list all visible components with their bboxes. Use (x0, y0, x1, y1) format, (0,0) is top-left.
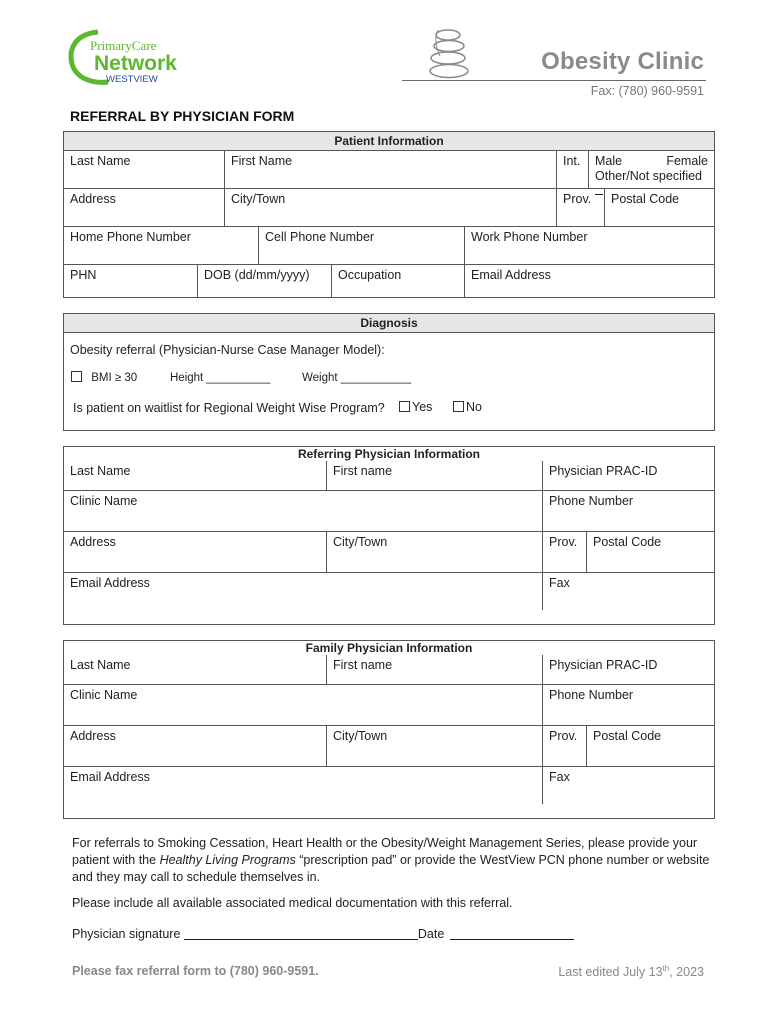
weight-field[interactable]: Weight ___________ (302, 372, 412, 384)
family-clinic-name-field[interactable] (64, 685, 542, 725)
patient-row-phones (64, 226, 714, 264)
field-label: First Name (231, 154, 293, 168)
patient-row-address (64, 188, 714, 226)
field-label: Int. (563, 154, 581, 168)
documentation-note: Please include all available associated medical documentation with this referral. (72, 896, 513, 910)
obesity-referral-text: Obesity referral (Physician-Nurse Case Manager Model): (70, 343, 385, 357)
section-heading: Referring Physician Information (64, 447, 714, 461)
no-label: No (466, 400, 482, 414)
field-label: First name (333, 464, 393, 478)
field-label: Postal Code (611, 192, 680, 206)
section-heading: Patient Information (64, 132, 714, 151)
referring-prac-id-field[interactable] (542, 461, 714, 490)
gender-other-option[interactable]: Other/Not specified (595, 169, 702, 183)
field-label: City/Town (333, 729, 388, 743)
last-edited: Last edited July 13th, 2023 (558, 964, 704, 980)
field-label: Work Phone Number (471, 230, 588, 244)
patient-email-field[interactable] (464, 265, 714, 297)
field-label: Email Address (70, 576, 150, 590)
waitlist-question: Is patient on waitlist for Regional Weight Wise Program? (73, 401, 385, 415)
family-phone-field[interactable] (542, 685, 714, 725)
family-address-field[interactable] (64, 726, 326, 766)
field-label: Physician PRAC-ID (549, 464, 658, 478)
referring-clinic-name-field[interactable] (64, 491, 542, 531)
field-label: Cell Phone Number (265, 230, 375, 244)
referring-last-name-field[interactable] (64, 447, 326, 490)
referring-fax-field[interactable] (542, 573, 714, 610)
field-label: Prov. (563, 192, 592, 206)
referring-row-name (64, 447, 714, 490)
field-label: First name (333, 658, 393, 672)
referring-row-clinic (64, 490, 714, 531)
field-label: Last Name (70, 464, 131, 478)
referring-prov-field[interactable] (542, 532, 586, 572)
referring-city-field[interactable] (326, 532, 542, 572)
patient-work-phone-field[interactable] (464, 227, 714, 264)
date-input[interactable] (450, 939, 574, 940)
field-label: Phone Number (549, 688, 634, 702)
programs-paragraph: For referrals to Smoking Cessation, Heart Health or the Obesity/Weight Management Series, please provide your patient with the Healthy Living Programs “prescription pad” or provide the WestView PCN phone number or website and they may call to schedule themselves in. (72, 836, 710, 884)
referring-first-name-field[interactable] (326, 461, 542, 490)
field-label: Address (70, 729, 116, 743)
field-label: City/Town (333, 535, 388, 549)
family-physician-section (63, 640, 715, 819)
fax-instruction: Please fax referral form to (780) 960-9591. (72, 964, 319, 978)
field-label: Home Phone Number (70, 230, 191, 244)
logo-text-primary: PrimaryCare (90, 38, 157, 53)
patient-prov-field[interactable] (556, 189, 604, 226)
height-field[interactable]: Height __________ (170, 372, 271, 384)
family-row-name (64, 641, 714, 684)
referring-row-address (64, 531, 714, 572)
field-label: Last Name (70, 658, 131, 672)
field-label: City/Town (231, 192, 286, 206)
family-row-clinic (64, 684, 714, 725)
section-heading: Family Physician Information (64, 641, 714, 655)
waitlist-no-option[interactable] (453, 400, 482, 414)
patient-first-name-field[interactable] (224, 151, 556, 188)
header-divider (402, 80, 706, 81)
family-prac-id-field[interactable] (542, 655, 714, 684)
stacked-stones-icon (424, 28, 474, 80)
field-label: Address (70, 192, 116, 206)
field-label: Prov. (549, 729, 578, 743)
logo-text-network: Network (94, 52, 177, 75)
patient-postal-field[interactable] (604, 189, 714, 226)
primary-care-network-logo (68, 28, 188, 90)
gender-female-option[interactable]: Female (666, 154, 708, 168)
bmi-label: BMI ≥ 30 (91, 372, 138, 384)
patient-row-ids (64, 264, 714, 297)
form-title: REFERRAL BY PHYSICIAN FORM (70, 108, 295, 124)
family-last-name-field[interactable] (64, 641, 326, 684)
referring-row-email (64, 572, 714, 610)
field-label: Prov. (549, 535, 578, 549)
waitlist-yes-option[interactable] (399, 400, 432, 414)
patient-information-section (63, 131, 715, 298)
field-label: Occupation (338, 268, 402, 282)
field-label: Phone Number (549, 494, 634, 508)
field-label: DOB (dd/mm/yyyy) (204, 268, 310, 282)
signature-line (72, 926, 712, 943)
family-first-name-field[interactable] (326, 655, 542, 684)
field-label: Last Name (70, 154, 131, 168)
family-email-field[interactable] (64, 767, 542, 804)
patient-last-name-field[interactable] (64, 151, 224, 188)
clinic-fax: Fax: (780) 960-9591 (590, 84, 704, 98)
family-city-field[interactable] (326, 726, 542, 766)
section-heading: Diagnosis (64, 314, 714, 333)
bmi-checkbox[interactable] (71, 371, 82, 382)
patient-occupation-field[interactable] (331, 265, 464, 297)
referring-address-field[interactable] (64, 532, 326, 572)
referring-postal-field[interactable] (586, 532, 714, 572)
patient-dob-field[interactable] (197, 265, 331, 297)
patient-address-field[interactable] (64, 189, 224, 226)
patient-initial-field[interactable] (556, 151, 588, 188)
field-label: Fax (549, 770, 570, 784)
patient-phn-field[interactable] (64, 265, 197, 297)
signature-input[interactable] (184, 939, 418, 940)
field-label: Clinic Name (70, 688, 138, 702)
diagnosis-section (63, 313, 715, 431)
family-prov-field[interactable] (542, 726, 586, 766)
no-checkbox[interactable] (453, 401, 464, 412)
family-row-address (64, 725, 714, 766)
date-label: Date (417, 927, 445, 941)
patient-row-name (64, 151, 714, 188)
field-label: Physician PRAC-ID (549, 658, 658, 672)
clinic-title: Obesity Clinic (541, 48, 704, 75)
patient-home-phone-field[interactable] (64, 227, 258, 264)
family-postal-field[interactable] (586, 726, 714, 766)
gender-male-option[interactable]: Male (595, 154, 623, 168)
bmi-option[interactable] (71, 371, 137, 384)
field-label: Address (70, 535, 116, 549)
referring-phone-field[interactable] (542, 491, 714, 531)
family-row-email (64, 766, 714, 804)
referring-email-field[interactable] (64, 573, 542, 610)
referring-physician-section (63, 446, 715, 625)
field-label: Email Address (471, 268, 551, 282)
signature-label: Physician signature (72, 927, 181, 941)
patient-gender-field[interactable] (588, 151, 714, 188)
patient-city-field[interactable] (224, 189, 556, 226)
field-label: Email Address (70, 770, 150, 784)
logo-text-westview: WESTVIEW (106, 74, 158, 85)
field-label: Postal Code (593, 729, 662, 743)
yes-checkbox[interactable] (399, 401, 410, 412)
field-label: Clinic Name (70, 494, 138, 508)
field-label: Postal Code (593, 535, 662, 549)
patient-cell-phone-field[interactable] (258, 227, 464, 264)
yes-label: Yes (412, 400, 433, 414)
healthy-living-programs-text: Healthy Living Programs (159, 853, 296, 867)
field-label: PHN (70, 268, 97, 282)
family-fax-field[interactable] (542, 767, 714, 804)
field-label: Fax (549, 576, 570, 590)
